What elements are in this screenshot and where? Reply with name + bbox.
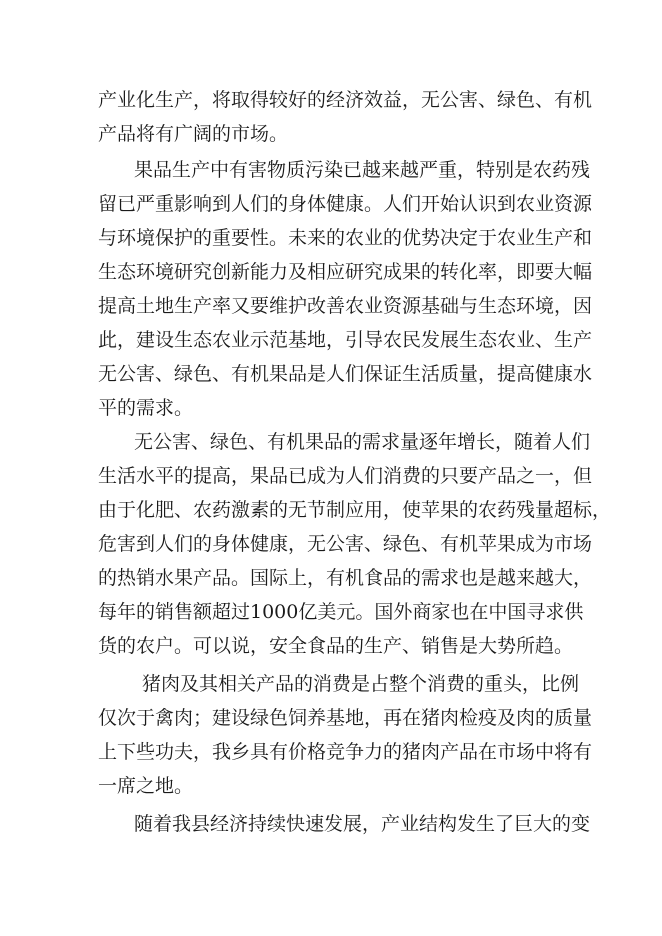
text-line: 由于化肥、农药激素的无节制应用，使苹果的农药残量超标， [98,499,612,521]
text-line: 此，建设生态农业示范基地，引导农民发展生态农业、生产 [98,329,593,351]
text-line: 仅次于禽肉；建设绿色饲养基地，再在猪肉检疫及肉的质量 [98,707,593,729]
text-line: 随着我县经济持续快速发展，产业结构发生了巨大的变 [134,813,591,835]
text-line: 无公害、绿色、有机果品是人们保证生活质量，提高健康水 [98,363,593,385]
text-line: 生态环境研究创新能力及相应研究成果的转化率，即要大幅 [98,261,593,283]
text-line: 平的需求。 [98,397,194,419]
text-line: 果品生产中有害物质污染已越来越严重，特别是农药残 [134,159,591,181]
text-line: 无公害、绿色、有机果品的需求量逐年增长，随着人们 [134,431,591,453]
text-line: 与环境保护的重要性。未来的农业的优势决定于农业生产和 [98,227,593,249]
text-line: 货的农户。可以说，安全食品的生产、销售是大势所趋。 [98,635,574,657]
text-line: 危害到人们的身体健康，无公害、绿色、有机苹果成为市场 [98,533,593,555]
text-line: 一席之地。 [98,775,194,797]
text-line: 的热销水果产品。国际上，有机食品的需求也是越来越大， [98,567,593,589]
text-line: 产业化生产，将取得较好的经济效益，无公害、绿色、有机 [98,89,593,111]
text-line: 留已严重影响到人们的身体健康。人们开始认识到农业资源 [98,193,593,215]
text-line: 生活水平的提高，果品已成为人们消费的只要产品之一，但 [98,465,593,487]
text-line: 提高土地生产率又要维护改善农业资源基础与生态环境，因 [98,295,593,317]
text-line: 产品将有广阔的市场。 [98,123,289,145]
text-line: 猪肉及其相关产品的消费是占整个消费的重头，比例 [142,673,580,695]
text-line: 每年的销售额超过1000亿美元。国外商家也在中国寻求供 [98,601,584,623]
text-line: 上下些功夫，我乡具有价格竞争力的猪肉产品在市场中将有 [98,741,593,763]
